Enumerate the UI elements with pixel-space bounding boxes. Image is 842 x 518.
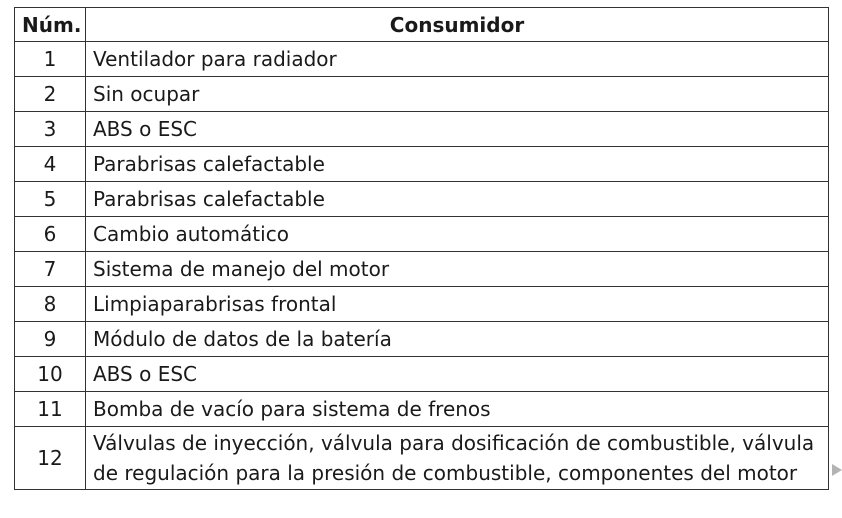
table-row [15, 147, 829, 182]
row-number: 5 [15, 182, 86, 217]
row-consumer: Sistema de manejo del motor [86, 252, 829, 287]
table-row [15, 427, 829, 490]
table-header-row [15, 8, 829, 42]
row-consumer: Válvulas de inyección, válvula para dosificación de combustible, válvula de regulación para la presión de combustible, componentes del motor [86, 427, 829, 490]
row-number: 8 [15, 287, 86, 322]
row-consumer: Bomba de vacío para sistema de frenos [86, 392, 829, 427]
table-row [15, 182, 829, 217]
table-row [15, 77, 829, 112]
table-row [15, 112, 829, 147]
table-row [15, 322, 829, 357]
header-num: Núm. [15, 8, 86, 42]
row-consumer: Limpiaparabrisas frontal [86, 287, 829, 322]
row-consumer: Ventilador para radiador [86, 42, 829, 77]
row-consumer: Módulo de datos de la batería [86, 322, 829, 357]
triangle-right-icon [832, 464, 842, 476]
row-consumer: Sin ocupar [86, 77, 829, 112]
table-row [15, 42, 829, 77]
row-consumer: Parabrisas calefactable [86, 147, 829, 182]
row-consumer: Parabrisas calefactable [86, 182, 829, 217]
row-number: 6 [15, 217, 86, 252]
fuse-consumer-table [14, 7, 829, 490]
table-row [15, 392, 829, 427]
row-number: 4 [15, 147, 86, 182]
row-consumer: Cambio automático [86, 217, 829, 252]
row-number: 3 [15, 112, 86, 147]
row-number: 2 [15, 77, 86, 112]
row-number: 11 [15, 392, 86, 427]
row-consumer: ABS o ESC [86, 112, 829, 147]
row-consumer: ABS o ESC [86, 357, 829, 392]
row-number: 7 [15, 252, 86, 287]
header-consumer: Consumidor [86, 8, 829, 42]
row-number: 9 [15, 322, 86, 357]
table-row [15, 217, 829, 252]
row-number: 12 [15, 427, 86, 490]
table-row [15, 252, 829, 287]
row-number: 10 [15, 357, 86, 392]
row-number: 1 [15, 42, 86, 77]
table-row [15, 287, 829, 322]
table-row [15, 357, 829, 392]
